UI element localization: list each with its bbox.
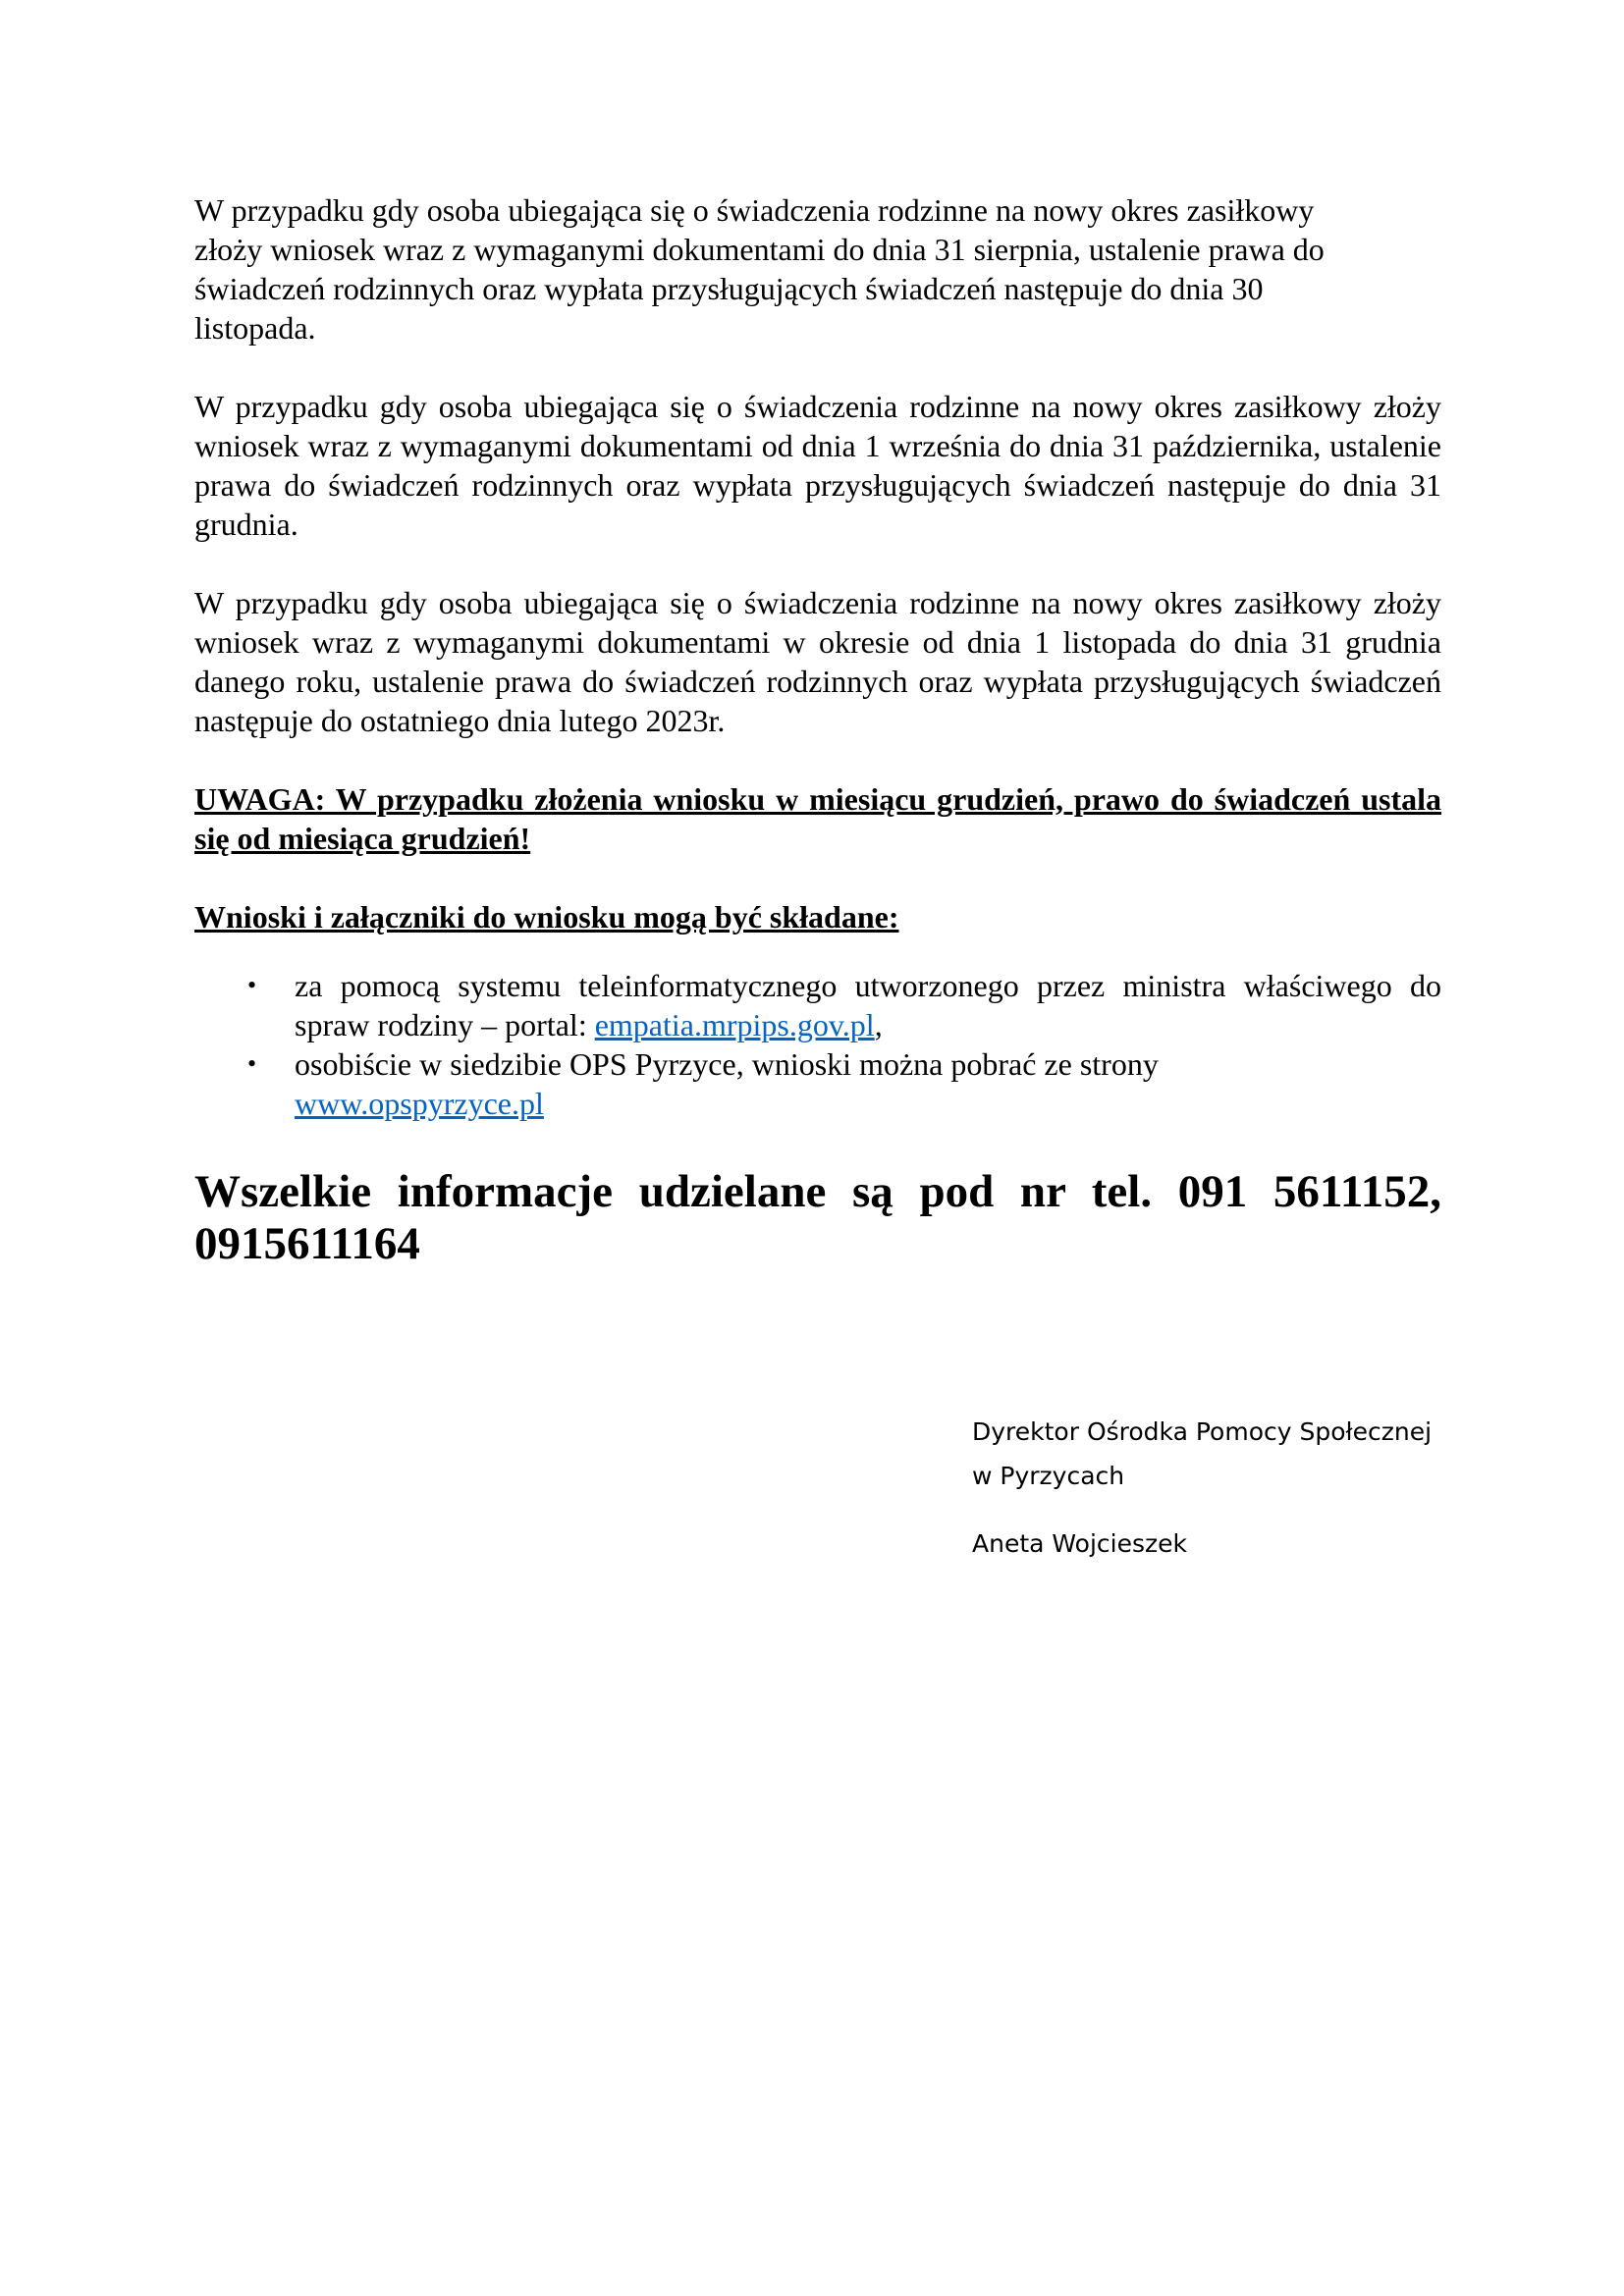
bullet-icon: • — [247, 1049, 257, 1078]
submission-methods-list — [194, 966, 1441, 1123]
warning-notice: UWAGA: W przypadku złożenia wniosku w miesiącu grudzień, prawo do świadczeń ustala się od miesiąca grudzień! — [194, 781, 1441, 856]
list-item-suffix: , — [874, 1007, 883, 1042]
list-item-office — [194, 1044, 1441, 1123]
bullet-icon: • — [247, 971, 257, 999]
submission-list-heading: Wnioski i załączniki do wniosku mogą być składane: — [194, 899, 899, 934]
signature-title-line: Dyrektor Ośrodka Pomocy Społecznej — [972, 1417, 1433, 1446]
paragraph-line: W przypadku gdy osoba ubiegająca się o świadczenia rodzinne na nowy okres zasiłkowy — [194, 192, 1315, 228]
paragraph-deadline-december: W przypadku gdy osoba ubiegająca się o świadczenia rodzinne na nowy okres zasiłkowy złoży wniosek wraz z wymaganymi dokumentami w okresie od dnia 1 listopada do dnia 31 grudnia danego roku, ustalenie prawa do świadczeń rodzinnych oraz wypłata przysługujących świadczeń następuje do ostatniego dnia lutego 2023r. — [194, 585, 1441, 738]
empatia-portal-link[interactable]: empatia.mrpips.gov.pl — [594, 1007, 875, 1042]
paragraph-line: świadczeń rodzinnych oraz wypłata przysługujących świadczeń następuje do dnia 30 — [194, 271, 1264, 306]
document-body — [194, 190, 1441, 1270]
paragraph-line: złoży wniosek wraz z wymaganymi dokumentami do dnia 31 sierpnia, ustalenie prawa do — [194, 232, 1325, 267]
paragraph-deadline-august — [194, 190, 1441, 347]
list-item-text: osobiście w siedzibie OPS Pyrzyce, wnioski można pobrać ze strony — [295, 1046, 1159, 1082]
signature-name: Aneta Wojcieszek — [972, 1529, 1187, 1558]
list-item-portal — [194, 966, 1441, 1044]
signature-block — [972, 1410, 1483, 1566]
signature-title-line: w Pyrzycach — [972, 1462, 1125, 1490]
paragraph-deadline-october: W przypadku gdy osoba ubiegająca się o świadczenia rodzinne na nowy okres zasiłkowy złoży wniosek wraz z wymaganymi dokumentami od dnia 1 września do dnia 31 października, ustalenie prawa do świadczeń rodzinnych oraz wypłata przysługujących świadczeń następuje do dnia 31 grudnia. — [194, 389, 1441, 542]
paragraph-line: listopada. — [194, 310, 316, 346]
contact-info-heading: Wszelkie informacje udzielane są pod nr tel. 091 5611152, 0915611164 — [194, 1166, 1441, 1269]
list-item-text: za pomocą systemu teleinformatycznego utworzonego przez ministra właściwego do spraw rodziny – portal: — [295, 968, 1441, 1042]
ops-website-link[interactable]: www.opspyrzyce.pl — [295, 1086, 544, 1121]
